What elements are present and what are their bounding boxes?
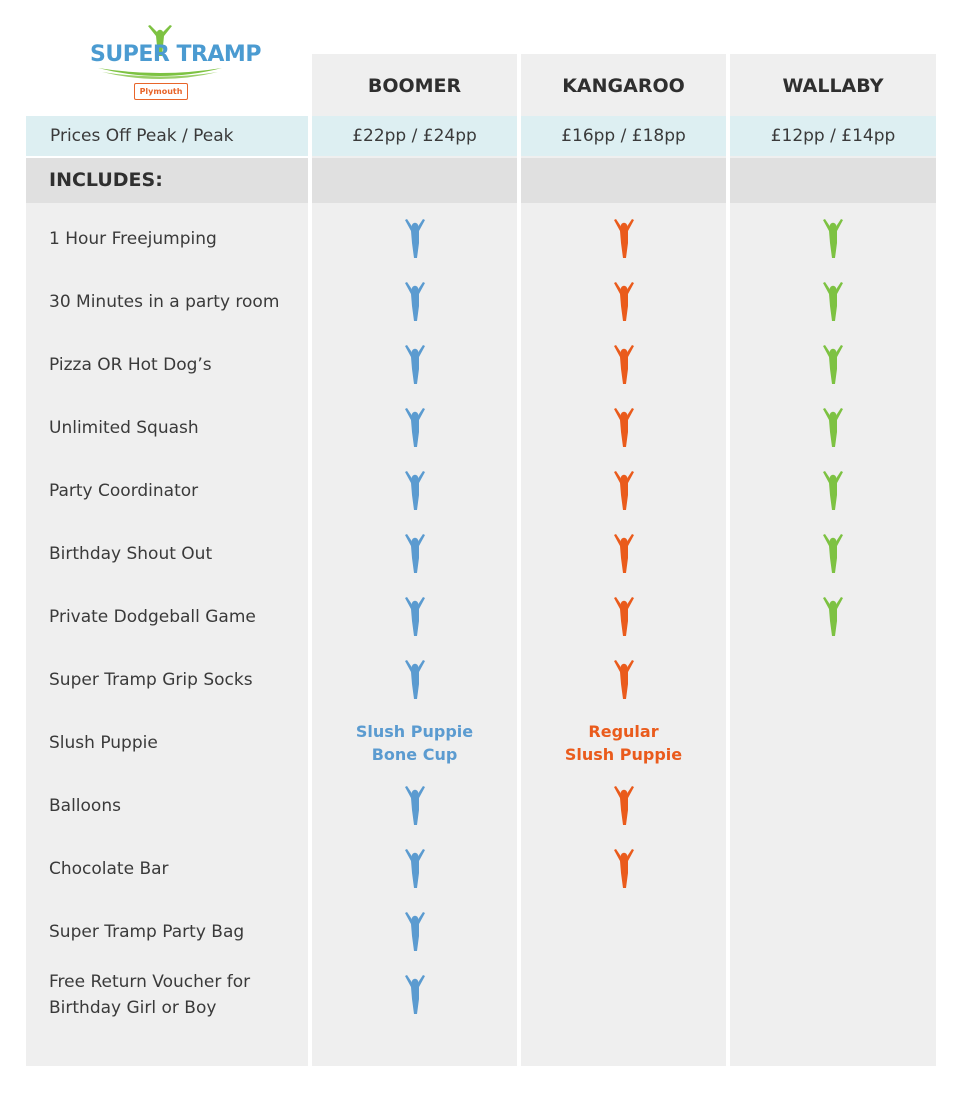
feature-cell-kangaroo [521, 586, 726, 648]
feature-label [49, 226, 299, 252]
jumping-person-icon [613, 219, 635, 259]
jumping-person-icon [613, 408, 635, 448]
feature-label-line: Birthday Girl or Boy [49, 998, 217, 1018]
jumping-person-icon [822, 597, 844, 637]
feature-label-line: Free Return Voucher for [49, 972, 251, 992]
jumping-person-icon [822, 219, 844, 259]
feature-cell-kangaroo [521, 523, 726, 585]
feature-cell-text-line: Regular [588, 722, 659, 741]
feature-cell-wallaby [730, 208, 935, 270]
feature-cell-boomer [312, 775, 517, 837]
feature-cell-kangaroo [521, 712, 726, 774]
feature-label-line: Chocolate Bar [49, 859, 169, 879]
feature-label-line: Super Tramp Party Bag [49, 922, 245, 942]
feature-label-line: 1 Hour Freejumping [49, 229, 217, 249]
jumping-person-icon [613, 660, 635, 700]
feature-label [49, 289, 299, 315]
feature-cell-boomer [312, 334, 517, 396]
jumping-person-icon [404, 282, 426, 322]
feature-cell-text [565, 720, 682, 766]
feature-cell-kangaroo [521, 460, 726, 522]
feature-label [49, 604, 299, 630]
feature-cell-wallaby [730, 460, 935, 522]
feature-label [49, 793, 299, 819]
tier-header-wallaby: WALLABY [782, 75, 884, 97]
includes-spacer-boomer [312, 158, 517, 203]
feature-cell-kangaroo [521, 334, 726, 396]
feature-cell-boomer [312, 460, 517, 522]
logo-brand-text: SUPER TRAMP [90, 42, 261, 67]
feature-cell-kangaroo [521, 838, 726, 900]
tier-header-boomer: BOOMER [367, 75, 462, 97]
feature-label-line: Slush Puppie [49, 733, 158, 753]
feature-cell-wallaby [730, 586, 935, 648]
feature-cell-boomer [312, 712, 517, 774]
feature-cell-text-line: Slush Puppie [564, 745, 683, 764]
feature-cell-wallaby [730, 838, 935, 900]
feature-cell-wallaby [730, 397, 935, 459]
jumping-person-icon [404, 786, 426, 826]
jumping-person-icon [613, 345, 635, 385]
feature-label-line: 30 Minutes in a party room [49, 292, 280, 312]
feature-cell-kangaroo [521, 649, 726, 711]
feature-label-line: Super Tramp Grip Socks [49, 670, 253, 690]
feature-cell-text-line: Slush Puppie [355, 722, 474, 741]
feature-label [49, 730, 299, 756]
feature-cell-kangaroo [521, 208, 726, 270]
feature-label [49, 478, 299, 504]
feature-label-line: Unlimited Squash [49, 418, 199, 438]
jumping-person-icon [613, 849, 635, 889]
feature-cell-kangaroo [521, 775, 726, 837]
super-tramp-logo [90, 24, 261, 104]
price-row-label: Prices Off Peak / Peak [26, 116, 308, 156]
jumping-person-icon [404, 534, 426, 574]
feature-cell-wallaby [730, 271, 935, 333]
feature-cell-boomer [312, 271, 517, 333]
feature-cell-boomer [312, 586, 517, 648]
jumping-person-icon [613, 534, 635, 574]
feature-label-line: Pizza OR Hot Dog’s [49, 355, 212, 375]
feature-label [49, 667, 299, 693]
includes-spacer-kangaroo [521, 158, 726, 203]
feature-cell-wallaby [730, 523, 935, 585]
jumping-person-icon [404, 975, 426, 1015]
price-kangaroo: £16pp / £18pp [521, 116, 726, 156]
feature-label [49, 415, 299, 441]
feature-label [49, 352, 299, 378]
jumping-person-icon [613, 597, 635, 637]
feature-label [49, 541, 299, 567]
jumping-person-icon [404, 849, 426, 889]
price-boomer: £22pp / £24pp [312, 116, 517, 156]
tier-header-kangaroo: KANGAROO [562, 75, 685, 97]
feature-label [49, 919, 299, 945]
jumping-person-icon [613, 786, 635, 826]
feature-cell-boomer [312, 964, 517, 1026]
feature-label [49, 969, 299, 1021]
feature-label [49, 856, 299, 882]
feature-label-line: Birthday Shout Out [49, 544, 213, 564]
feature-cell-text [356, 720, 473, 766]
jumping-person-icon [404, 345, 426, 385]
feature-cell-kangaroo [521, 271, 726, 333]
jumping-person-icon [822, 534, 844, 574]
feature-cell-kangaroo [521, 901, 726, 963]
jumping-person-icon [613, 282, 635, 322]
jumping-person-icon [404, 660, 426, 700]
feature-cell-kangaroo [521, 964, 726, 1026]
feature-cell-wallaby [730, 964, 935, 1026]
jumping-person-icon [404, 408, 426, 448]
jumping-person-icon [822, 471, 844, 511]
jumping-person-icon [822, 282, 844, 322]
feature-cell-boomer [312, 397, 517, 459]
feature-cell-wallaby [730, 712, 935, 774]
jumping-person-icon [404, 471, 426, 511]
includes-heading: INCLUDES: [26, 158, 308, 203]
feature-cell-wallaby [730, 334, 935, 396]
feature-cell-kangaroo [521, 397, 726, 459]
feature-cell-wallaby [730, 649, 935, 711]
jumping-person-icon [404, 597, 426, 637]
feature-label-line: Balloons [49, 796, 121, 816]
feature-cell-text-line: Bone Cup [371, 745, 458, 764]
feature-label-line: Private Dodgeball Game [49, 607, 256, 627]
feature-cell-boomer [312, 838, 517, 900]
jumping-person-icon [613, 471, 635, 511]
feature-cell-boomer [312, 649, 517, 711]
feature-label-line: Party Coordinator [49, 481, 199, 501]
logo-location-badge: Plymouth [134, 83, 188, 100]
feature-cell-boomer [312, 901, 517, 963]
jumping-person-icon [822, 408, 844, 448]
feature-cell-boomer [312, 523, 517, 585]
jumping-person-icon [404, 912, 426, 952]
includes-spacer-wallaby [730, 158, 936, 203]
feature-cell-wallaby [730, 775, 935, 837]
price-wallaby: £12pp / £14pp [730, 116, 936, 156]
jumping-person-icon [404, 219, 426, 259]
feature-cell-boomer [312, 208, 517, 270]
jumping-person-icon [822, 345, 844, 385]
feature-cell-wallaby [730, 901, 935, 963]
